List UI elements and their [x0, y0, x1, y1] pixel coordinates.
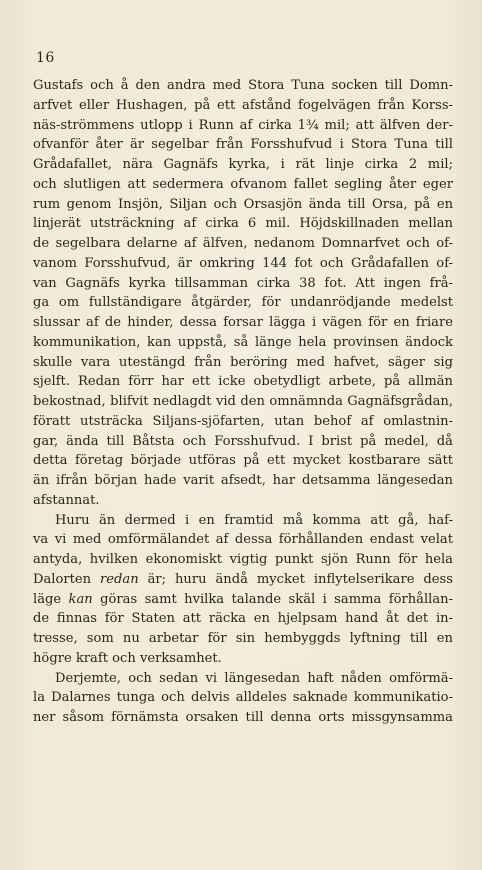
text-line: [33, 432, 453, 452]
text-line: [33, 708, 453, 728]
text-segment: läge: [33, 591, 69, 607]
emphasized-word: redan: [100, 571, 139, 587]
text-line: [33, 372, 453, 392]
text-line: [33, 688, 453, 708]
text-segment: och slutligen att sedermera ofvanom fallet segling åter eger: [33, 176, 453, 192]
text-line: [33, 590, 453, 610]
text-segment: detta företag började utföras på ett mycket kostbarare sätt: [33, 453, 453, 469]
text-segment: ofvanför åter är segelbar från Forsshufvud i Stora Tuna till: [33, 137, 453, 153]
emphasized-word: kan: [68, 591, 93, 607]
text-line: [33, 274, 453, 294]
text-line: [33, 254, 453, 274]
text-line: [33, 491, 453, 511]
text-segment: van Gagnäfs kyrka tillsamman cirka 38 fot. Att ingen frå-: [33, 275, 453, 291]
text-segment: skulle vara utestängd från beröring med hafvet, säger sig: [33, 354, 453, 370]
text-line: [33, 451, 453, 471]
text-line: [33, 155, 453, 175]
text-segment: näs-strömmens utlopp i Runn af cirka 1¾ mil; att älfven der-: [33, 117, 453, 133]
text-line: [33, 313, 453, 333]
text-line: [33, 214, 453, 234]
text-segment: gar, ända till Båtsta och Forsshufvud. I brist på medel, då: [33, 433, 453, 449]
text-segment: kommunikation, kan uppstå, så länge hela provinsen ändock: [33, 334, 453, 350]
text-line: [33, 530, 453, 550]
text-line: [33, 392, 453, 412]
text-segment: rum genom Insjön, Siljan och Orsasjön ända till Orsa, på en: [33, 196, 453, 212]
text-line: [33, 412, 453, 432]
text-segment: slussar af de hinder, dessa forsar lägga i vägen för en friare: [33, 315, 453, 330]
text-segment: ga om fullständigare åtgärder, för undanrödjande medelst: [33, 295, 453, 311]
text-line: [33, 550, 453, 570]
text-segment: la Dalarnes tunga och delvis alldeles saknade kommunikatio-: [33, 690, 453, 706]
text-segment: antyda, hvilken ekonomiskt vigtig punkt sjön Runn för hela: [33, 552, 453, 567]
text-segment: de finnas för Staten att räcka en hjelpsam hand åt det in-: [33, 611, 453, 627]
text-segment: bekostnad, blifvit nedlagdt vid den omnämnda Gagnäfsgrådan,: [33, 394, 453, 409]
text-line: [33, 96, 453, 116]
text-segment: de segelbara delarne af älfven, nedanom Domnarfvet och of-: [33, 236, 453, 251]
text-line: [33, 669, 453, 689]
text-line: [33, 135, 453, 155]
text-line: [33, 570, 453, 590]
text-segment: Gustafs och å den andra med Stora Tuna socken till Domn-: [33, 78, 453, 93]
text-segment: Grådafallet, nära Gagnäfs kyrka, i rät linje cirka 2 mil;: [33, 157, 453, 172]
text-segment: göras samt hvilka talande skäl i samma förhållan-: [92, 591, 453, 607]
text-segment: är; huru ändå mycket inflytelserikare dess: [138, 571, 453, 587]
text-segment: högre kraft och verksamhet.: [33, 650, 222, 666]
text-segment: vanom Forsshufvud, är omkring 144 fot och Grådafallen of-: [33, 255, 453, 271]
page-number: 16: [36, 50, 55, 66]
text-line: [33, 511, 453, 531]
text-segment: sjelft. Redan förr har ett icke obetydligt arbete, på allmän: [33, 374, 453, 390]
text-line: [33, 609, 453, 629]
text-line: [33, 353, 453, 373]
text-segment: arfvet eller Hushagen, på ett afstånd fogelvägen från Korss-: [33, 97, 453, 113]
text-segment: linjerät utsträckning af cirka 6 mil. Höjdskillnaden mellan: [33, 216, 453, 232]
text-line: [33, 195, 453, 215]
text-segment: afstannat.: [33, 492, 100, 508]
text-line: [33, 471, 453, 491]
text-line: [33, 175, 453, 195]
text-segment: Dalorten: [33, 571, 101, 587]
text-line: [33, 293, 453, 313]
text-segment: va vi med omförmälandet af dessa förhållanden endast velat: [33, 532, 453, 548]
text-line: [33, 234, 453, 254]
text-line: [33, 333, 453, 353]
text-line: [33, 649, 453, 669]
text-segment: Huru än dermed i en framtid må komma att gå, haf-: [55, 512, 453, 528]
text-segment: Derjemte, och sedan vi längesedan haft nåden omförmä-: [55, 670, 453, 686]
text-segment: föratt utsträcka Siljans-sjöfarten, utan behof af omlastnin-: [33, 413, 453, 429]
body-text: [33, 76, 453, 728]
text-line: [33, 76, 453, 96]
text-segment: ner såsom förnämsta orsaken till denna orts missgynsamma: [33, 710, 453, 725]
text-segment: än ifrån början hade varit afsedt, har detsamma längesedan: [33, 473, 453, 488]
text-segment: tresse, som nu arbetar för sin hembyggds lyftning till en: [33, 631, 453, 646]
text-line: [33, 629, 453, 649]
text-line: [33, 116, 453, 136]
